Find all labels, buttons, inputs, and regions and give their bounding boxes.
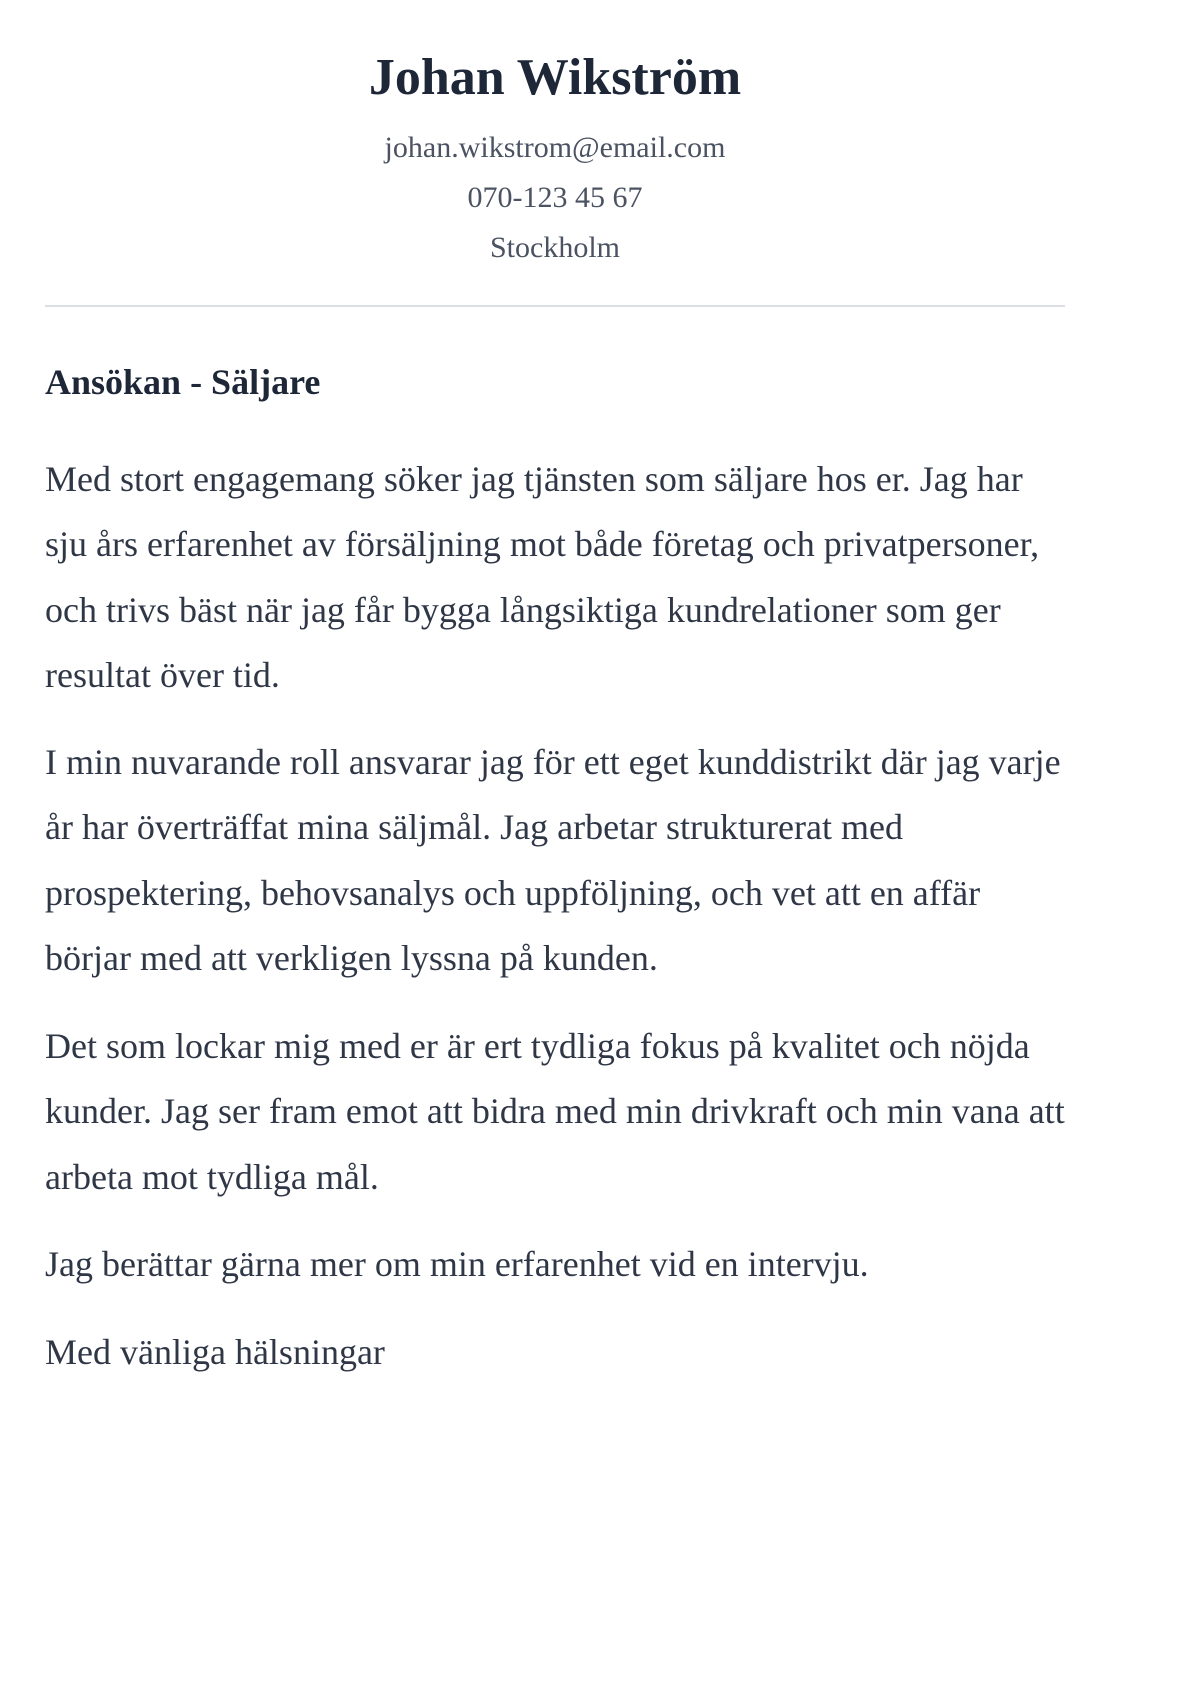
letter-subject: Ansökan - Säljare: [45, 362, 321, 402]
applicant-phone: 070-123 45 67: [467, 181, 643, 214]
letter-closing: Med vänliga hälsningar: [45, 1332, 385, 1372]
letter-paragraph: I min nuvarande roll ansvarar jag för ett eget kunddistrikt där jag varje år har överträffat mina säljmål. Jag arbetar strukturerat med prospektering, behovsanalys och uppföljning, och vet att en affär börjar med att verkligen lyssna på kunden.: [45, 742, 1061, 978]
letter-paragraph: Jag berättar gärna mer om min erfarenhet vid en intervju.: [45, 1244, 869, 1284]
applicant-city: Stockholm: [489, 231, 620, 264]
applicant-email: johan.wikstrom@email.com: [384, 131, 726, 164]
letter-paragraph: Det som lockar mig med er är ert tydliga fokus på kvalitet och nöjda kunder. Jag ser fram emot att bidra med min drivkraft och min vana att arbeta mot tydliga mål.: [45, 1026, 1065, 1197]
applicant-name: Johan Wikström: [368, 49, 742, 106]
letter-paragraph: Med stort engagemang söker jag tjänsten som säljare hos er. Jag har sju års erfarenhet av försäljning mot både företag och privatpersoner, och trivs bäst när jag får bygga långsiktiga kundrelationer som ger resultat över tid.: [45, 459, 1040, 695]
header-divider: [45, 305, 1065, 307]
